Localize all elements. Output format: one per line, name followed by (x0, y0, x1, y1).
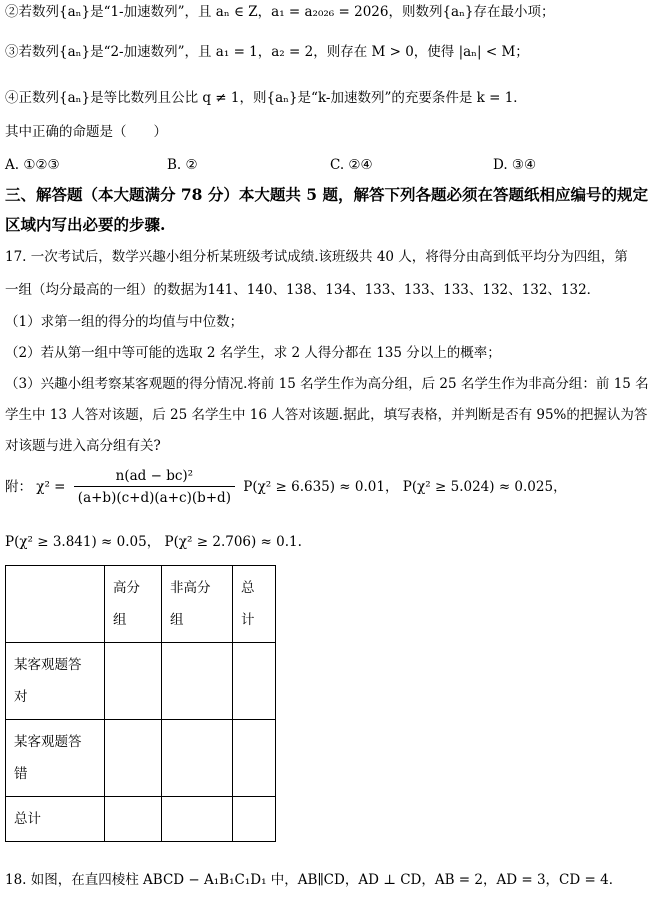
table-cell (233, 643, 276, 720)
formula-numerator: n(ad − bc)² (74, 466, 235, 487)
table-cell (105, 643, 162, 720)
chi-square-formula (5, 466, 567, 509)
table-row (6, 643, 276, 720)
prob-3841: P(χ² ≥ 3.841) ≈ 0.05， (5, 534, 161, 550)
q17-part3: （3）兴趣小组考察某客观题的得分情况.将前 15 名学生作为高分组，后 25 名学生作为非高分组：前 15 名 (5, 376, 649, 392)
q17-part1: （1）求第一组的得分的均值与中位数； (5, 314, 244, 330)
option-c: C. ②④ (330, 157, 373, 173)
contingency-table (5, 565, 276, 842)
q17-intro: 17. 一次考试后，数学兴趣小组分析某班级考试成绩.该班级共 40 人，将得分由高到低平均分为四组，第 (5, 249, 628, 265)
table-header-cell (6, 566, 105, 643)
table-cell: 某客观题答 错 (6, 720, 105, 797)
table-cell (233, 720, 276, 797)
table-header-row (6, 566, 276, 643)
prob-2706: P(χ² ≥ 2.706) ≈ 0.1. (164, 534, 302, 550)
section-heading-cont: 区域内写出必要的步骤. (5, 215, 166, 234)
table-cell (105, 797, 162, 842)
q17-part3-cont1: 学生中 13 人答对该题，后 25 名学生中 16 人答对该题.据此，填写表格，并判断是否有 95%的把握认为答 (5, 407, 648, 423)
table-cell: 总计 (6, 797, 105, 842)
table-row (6, 720, 276, 797)
q17-part3-cont2: 对该题与进入高分组有关? (5, 438, 161, 454)
table-cell (162, 720, 233, 797)
table-header-cell: 非高分 组 (162, 566, 233, 643)
table-header-cell: 高分 组 (105, 566, 162, 643)
table-cell (162, 643, 233, 720)
table-cell: 某客观题答 对 (6, 643, 105, 720)
table-header-cell: 总 计 (233, 566, 276, 643)
answer-options (5, 155, 645, 175)
option-b: B. ② (167, 157, 198, 173)
item-4: ④正数列{aₙ}是等比数列且公比 q ≠ 1，则{aₙ}是“k-加速数列”的充要条件是 k = 1． (5, 90, 527, 106)
formula-cont (5, 532, 302, 552)
table-cell (162, 797, 233, 842)
q17-part2: （2）若从第一组中等可能的选取 2 名学生，求 2 人得分都在 135 分以上的概率； (5, 345, 501, 361)
item-3: ③若数列{aₙ}是“2-加速数列”，且 a₁ = 1，a₂ = 2，则存在 M > 0，使得 |aₙ| < M； (5, 44, 529, 60)
item-2: ②若数列{aₙ}是“1-加速数列”，且 aₙ ∈ Z，a₁ = a₂₀₂₆ = 2026，则数列{aₙ}存在最小项； (5, 4, 555, 20)
question-prompt: 其中正确的命题是（ ） (5, 124, 167, 140)
table-cell (105, 720, 162, 797)
section-heading: 三、解答题（本大题满分 78 分）本大题共 5 题，解答下列各题必须在答题纸相应编号的规定 (5, 185, 648, 204)
prob-6635: P(χ² ≥ 6.635) ≈ 0.01， (243, 479, 399, 495)
option-d: D. ③④ (493, 157, 537, 173)
q17-data: 一组（均分最高的一组）的数据为141、140、138、134、133、133、133、132、132、132． (5, 282, 601, 298)
option-a: A. ①②③ (5, 157, 60, 173)
formula-denominator: (a+b)(c+d)(a+c)(b+d) (77, 490, 231, 506)
table-cell (233, 797, 276, 842)
formula-fraction (74, 466, 235, 509)
formula-prefix: 附： (5, 479, 32, 495)
chi-symbol: χ² = (36, 479, 66, 495)
prob-5024: P(χ² ≥ 5.024) ≈ 0.025， (402, 479, 567, 495)
table-row (6, 797, 276, 842)
q18-text: 18. 如图，在直四棱柱 ABCD − A₁B₁C₁D₁ 中，AB∥CD，AD ⊥ CD，AB = 2，AD = 3，CD = 4． (5, 872, 623, 888)
